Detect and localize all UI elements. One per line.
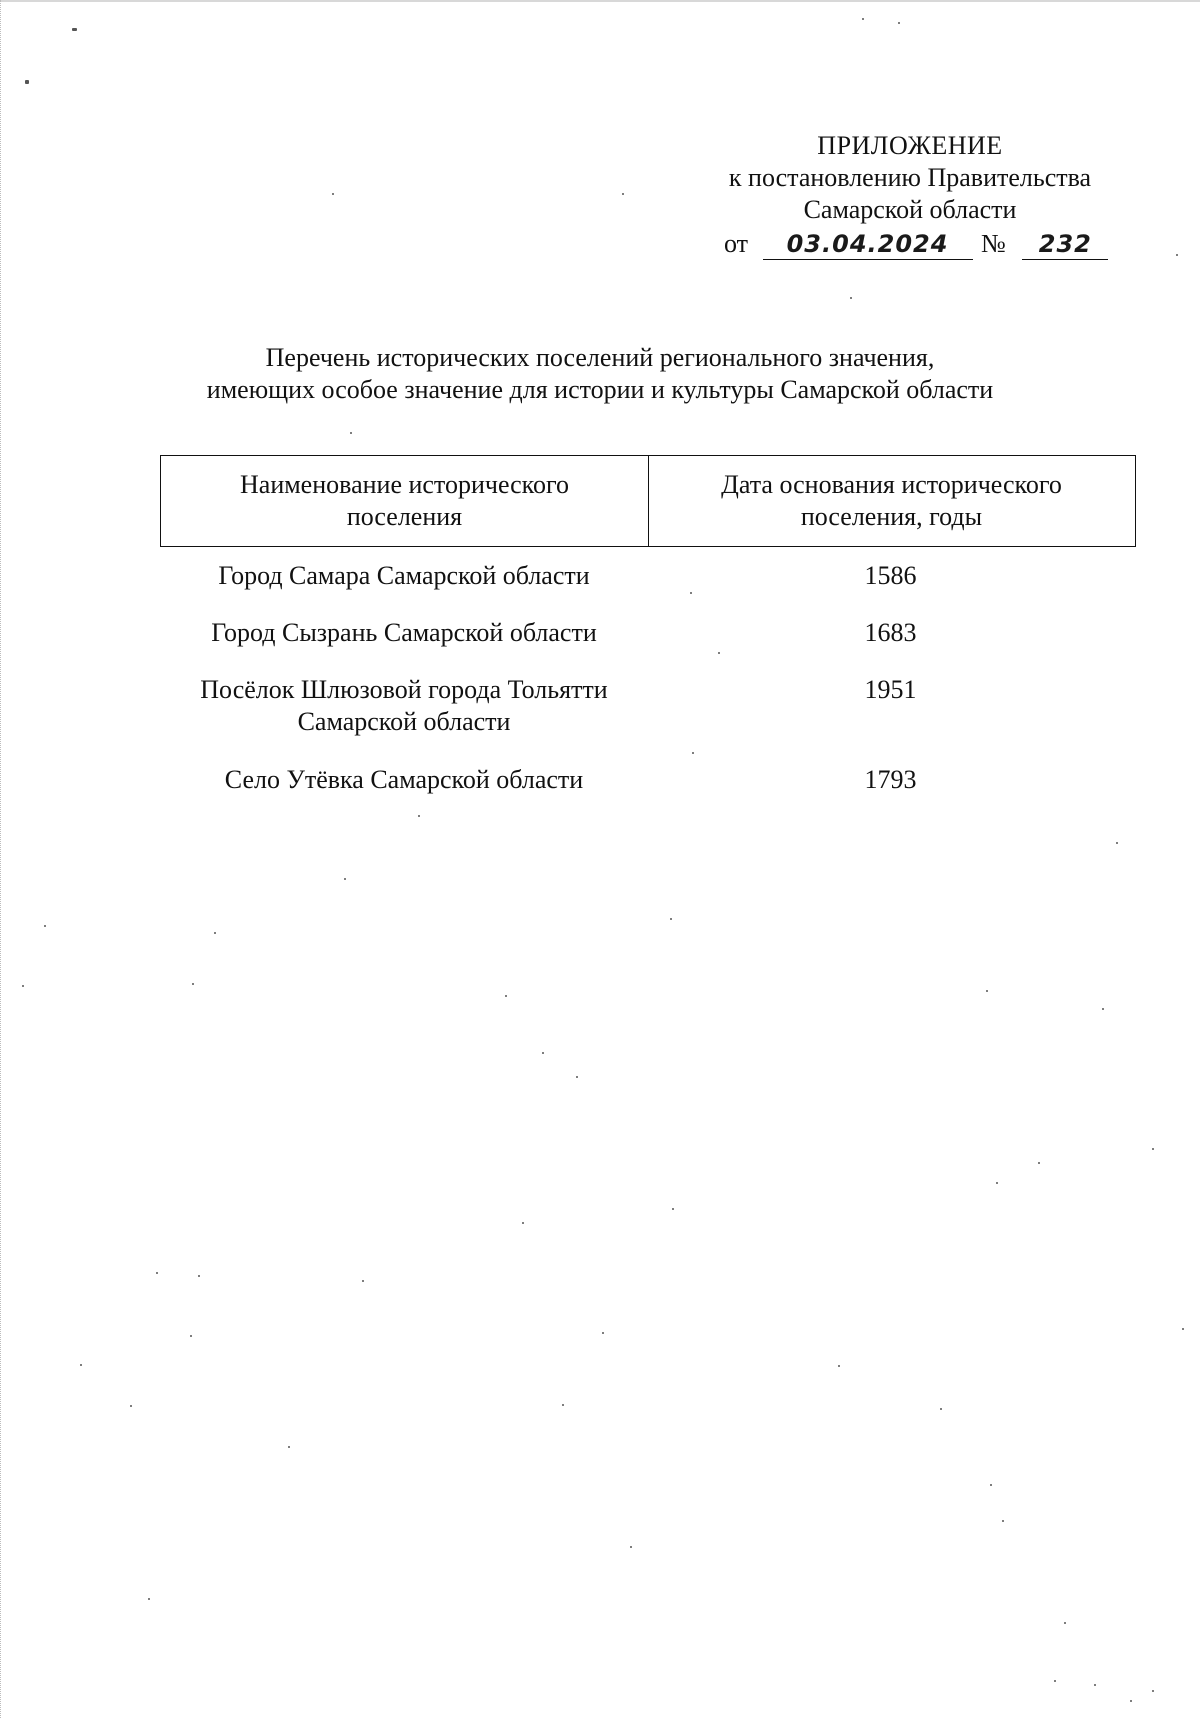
scan-speck — [1130, 1700, 1132, 1702]
scan-speck — [1176, 254, 1178, 256]
scan-speck — [72, 28, 77, 31]
settlement-name: Город Самара Самарской области — [218, 561, 590, 590]
settlements-table — [160, 455, 1136, 796]
scan-speck — [622, 193, 624, 195]
scan-speck — [862, 18, 864, 20]
scan-speck — [1102, 1008, 1104, 1010]
settlement-name: Село Утёвка Самарской области — [224, 765, 584, 794]
table-header — [160, 455, 1136, 547]
document-title-line-1: Перечень исторических поселений регионального значения, — [265, 343, 935, 372]
scan-speck — [996, 1182, 998, 1184]
scan-speck — [522, 1222, 524, 1224]
header-settlement-name: Наименование исторического поселения — [161, 456, 649, 546]
resolution-date-line — [724, 228, 1124, 264]
settlement-name: Город Сызрань Самарской области — [211, 618, 597, 647]
scan-speck — [130, 1405, 132, 1407]
foundation-year: 1683 — [864, 618, 917, 647]
scan-speck — [1152, 1148, 1154, 1150]
scan-speck — [22, 985, 24, 987]
scan-speck — [192, 983, 194, 985]
foundation-year: 1951 — [864, 675, 917, 704]
scan-speck — [418, 815, 420, 817]
table-row — [160, 674, 1136, 738]
scan-speck — [986, 990, 988, 992]
number-sign: № — [981, 229, 1006, 258]
scan-speck — [1094, 1684, 1096, 1686]
table-row — [160, 560, 1136, 592]
appendix-line-2: Самарской области — [803, 195, 1017, 224]
scan-speck — [1038, 1162, 1040, 1164]
table-row — [160, 764, 1136, 796]
scan-speck — [672, 1208, 674, 1210]
scan-speck — [288, 1446, 290, 1448]
scan-left-edge — [0, 0, 3, 1718]
scan-speck — [44, 925, 46, 927]
settlement-name: Посёлок Шлюзовой города Тольятти Самарской области — [200, 675, 608, 736]
scan-speck — [350, 432, 352, 434]
scan-speck — [156, 1272, 158, 1274]
scan-speck — [1152, 1690, 1154, 1692]
scan-speck — [562, 1404, 564, 1406]
scan-speck — [690, 592, 692, 594]
date-prefix: от — [724, 229, 749, 258]
scan-speck — [602, 1332, 604, 1334]
scan-speck — [1182, 1328, 1184, 1330]
scan-speck — [850, 297, 852, 299]
scan-speck — [332, 193, 334, 195]
scan-speck — [344, 878, 346, 880]
scan-speck — [940, 1408, 942, 1410]
foundation-year: 1586 — [864, 561, 917, 590]
scan-speck — [1054, 1680, 1056, 1682]
appendix-block — [700, 130, 1120, 226]
scan-speck — [630, 1546, 632, 1548]
scan-speck — [898, 22, 900, 24]
header-foundation-date: Дата основания исторического поселения, годы — [721, 470, 1062, 531]
appendix-title: ПРИЛОЖЕНИЕ — [817, 131, 1003, 160]
scan-speck — [362, 1280, 364, 1282]
scan-speck — [838, 1365, 840, 1367]
scan-speck — [190, 1335, 192, 1337]
handwritten-date: 03.04.2024 — [763, 229, 973, 260]
scan-speck — [1064, 1622, 1066, 1624]
scan-speck — [1116, 842, 1118, 844]
scan-speck — [542, 1052, 544, 1054]
scan-speck — [25, 80, 29, 84]
scan-speck — [718, 652, 720, 654]
scan-top-edge — [0, 0, 1200, 2]
scan-speck — [990, 1484, 992, 1486]
scan-speck — [1002, 1520, 1004, 1522]
scan-speck — [670, 918, 672, 920]
scan-speck — [148, 1598, 150, 1600]
scan-speck — [214, 932, 216, 934]
scan-speck — [80, 1364, 82, 1366]
table-row — [160, 617, 1136, 649]
scan-speck — [692, 752, 694, 754]
document-title-line-2: имеющих особое значение для истории и культуры Самарской области — [206, 375, 994, 404]
scan-speck — [505, 995, 507, 997]
scan-speck — [576, 1076, 578, 1078]
foundation-year: 1793 — [864, 765, 917, 794]
handwritten-number: 232 — [1022, 229, 1108, 260]
scan-speck — [198, 1275, 200, 1277]
document-title — [150, 342, 1050, 406]
appendix-line-1: к постановлению Правительства — [728, 163, 1092, 192]
